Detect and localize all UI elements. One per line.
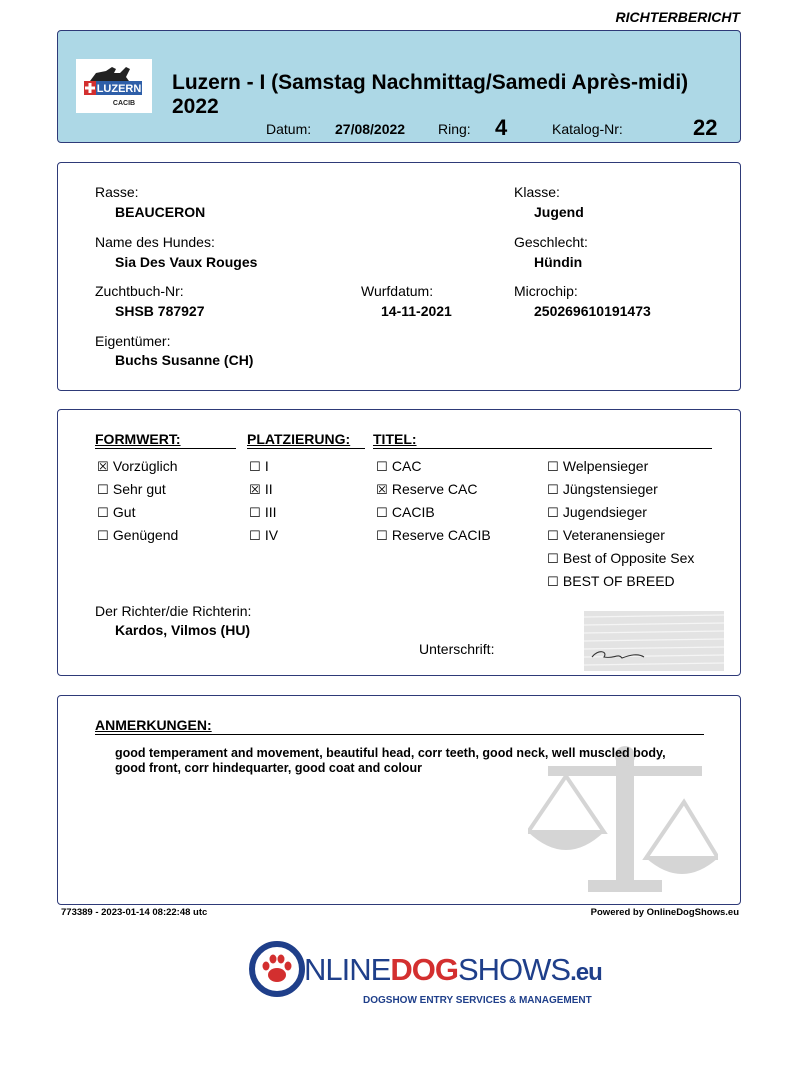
birth-date-label: Wurfdatum: [361, 283, 434, 299]
breed-value: BEAUCERON [115, 204, 206, 220]
onlinedogshows-logo[interactable] [249, 939, 602, 1011]
checkbox-placement-1[interactable]: ☐ I [249, 458, 269, 475]
checkbox-title-bob[interactable]: ☐ BEST OF BREED [547, 573, 675, 590]
checkbox-formwert-2[interactable]: ☐ Sehr gut [97, 481, 166, 498]
footer-reference: 773389 - 2023-01-14 08:22:48 utc [61, 907, 208, 918]
checkbox-title-bos[interactable]: ☐ Best of Opposite Sex [547, 550, 695, 567]
microchip-value: 250269610191473 [534, 303, 651, 319]
checkbox-formwert-1[interactable]: ☒ Vorzüglich [97, 458, 178, 475]
ring-label: Ring: [438, 121, 471, 137]
studbook-value: SHSB 787927 [115, 303, 205, 319]
checkbox-empty-icon: ☐ [547, 552, 559, 567]
sex-label: Geschlecht: [514, 234, 588, 250]
birth-date-value: 14-11-2021 [381, 303, 452, 319]
checkbox-empty-icon: ☐ [547, 460, 559, 475]
judge-label: Der Richter/die Richterin: [95, 603, 252, 619]
checkbox-empty-icon: ☐ [376, 529, 388, 544]
checkbox-empty-icon: ☐ [249, 460, 261, 475]
dog-name-label: Name des Hundes: [95, 234, 215, 250]
show-header-box [57, 30, 741, 143]
footer-powered-by: Powered by OnlineDogShows.eu [590, 907, 739, 918]
dog-name-value: Sia Des Vaux Rouges [115, 254, 258, 270]
ring-value: 4 [495, 115, 508, 140]
paw-icon [249, 941, 305, 997]
show-title: Luzern - I (Samstag Nachmittag/Samedi Après-midi) 2022 [172, 71, 689, 118]
checkbox-formwert-3[interactable]: ☐ Gut [97, 504, 136, 521]
checkbox-empty-icon: ☐ [97, 529, 109, 544]
svg-text:CACIB: CACIB [112, 100, 136, 107]
checkbox-title-reserve-cac[interactable]: ☒ Reserve CAC [376, 481, 478, 498]
date-value: 27/08/2022 [335, 121, 406, 137]
formwert-rule [95, 448, 236, 449]
checkbox-empty-icon: ☐ [547, 575, 559, 590]
placement-heading: PLATZIERUNG: [247, 431, 351, 447]
checkbox-empty-icon: ☐ [547, 529, 559, 544]
checkbox-title-reserve-cacib[interactable]: ☐ Reserve CACIB [376, 527, 491, 544]
remarks-box [57, 695, 741, 905]
checkbox-empty-icon: ☐ [547, 506, 559, 521]
class-value: Jugend [534, 204, 584, 220]
brand-wordmark: NLINEDOGSHOWS.eu [304, 952, 602, 987]
remarks-rule [95, 734, 704, 735]
remarks-heading: ANMERKUNGEN: [95, 717, 212, 733]
catalog-label: Katalog-Nr: [552, 121, 623, 137]
checkbox-placement-2[interactable]: ☒ II [249, 481, 273, 498]
signature-icon [584, 611, 724, 671]
checkbox-empty-icon: ☐ [97, 506, 109, 521]
title-heading: TITEL: [373, 431, 417, 447]
sex-value: Hündin [534, 254, 583, 270]
date-label: Datum: [266, 121, 312, 137]
signature-image [584, 611, 724, 671]
breed-label: Rasse: [95, 184, 139, 200]
checkbox-placement-3[interactable]: ☐ III [249, 504, 277, 521]
checkbox-title-cacib[interactable]: ☐ CACIB [376, 504, 435, 521]
microchip-label: Microchip: [514, 283, 578, 299]
owner-value: Buchs Susanne (CH) [115, 352, 254, 368]
checkbox-title-veteranensieger[interactable]: ☐ Veteranensieger [547, 527, 665, 544]
show-logo [76, 59, 152, 113]
checkbox-title-juengstensieger[interactable]: ☐ Jüngstensieger [547, 481, 658, 498]
checkbox-checked-icon: ☒ [376, 483, 388, 498]
judge-value: Kardos, Vilmos (HU) [115, 622, 251, 638]
svg-text:LUZERN: LUZERN [96, 83, 142, 95]
checkbox-empty-icon: ☐ [547, 483, 559, 498]
evaluation-box [57, 409, 741, 676]
checkbox-checked-icon: ☒ [249, 483, 261, 498]
class-label: Klasse: [514, 184, 560, 200]
document-type-label: RICHTERBERICHT [615, 9, 740, 25]
checkbox-empty-icon: ☐ [97, 483, 109, 498]
dog-logo-icon [76, 59, 152, 113]
checkbox-formwert-4[interactable]: ☐ Genügend [97, 527, 179, 544]
checkbox-title-welpensieger[interactable]: ☐ Welpensieger [547, 458, 649, 475]
checkbox-title-cac[interactable]: ☐ CAC [376, 458, 422, 475]
signature-label: Unterschrift: [419, 641, 495, 657]
remarks-text: good temperament and movement, beautiful head, corr teeth, good neck, well muscled body, good front, corr hindequarter, good coat and colour [115, 746, 666, 775]
catalog-value: 22 [693, 115, 718, 140]
checkbox-empty-icon: ☐ [376, 506, 388, 521]
checkbox-empty-icon: ☐ [249, 506, 261, 521]
checkbox-placement-4[interactable]: ☐ IV [249, 527, 279, 544]
brand-tagline: DOGSHOW ENTRY SERVICES & MANAGEMENT [363, 995, 592, 1006]
checkbox-empty-icon: ☐ [249, 529, 261, 544]
dog-info-box [57, 162, 741, 391]
checkbox-empty-icon: ☐ [376, 460, 388, 475]
checkbox-title-jugendsieger[interactable]: ☐ Jugendsieger [547, 504, 647, 521]
checkbox-checked-icon: ☒ [97, 460, 109, 475]
studbook-label: Zuchtbuch-Nr: [95, 283, 184, 299]
formwert-heading: FORMWERT: [95, 431, 181, 447]
placement-rule [247, 448, 365, 449]
owner-label: Eigentümer: [95, 333, 171, 349]
title-rule [373, 448, 712, 449]
